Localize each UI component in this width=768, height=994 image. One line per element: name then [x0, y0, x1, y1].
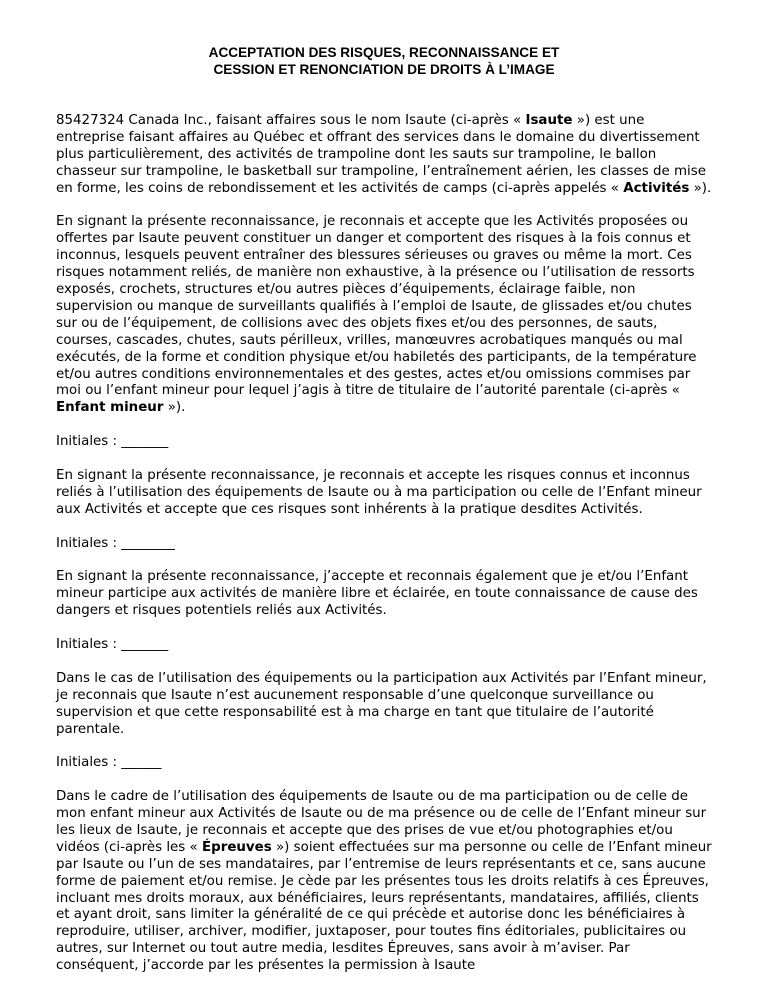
- term-activites: Activités: [623, 180, 690, 196]
- initials-line-2: Initiales : ________: [56, 535, 175, 551]
- term-isaute: Isaute: [525, 113, 573, 128]
- term-enfant-mineur: Enfant mineur: [56, 400, 164, 416]
- document-title: [56, 44, 712, 78]
- initials-line-3: Initiales : _______: [56, 637, 169, 652]
- initials-line-4: Initiales : ______: [56, 755, 162, 771]
- term-epreuves: Épreuves: [201, 839, 272, 855]
- paragraph-company-intro: 85427324 Canada Inc., faisant affaires sous le nom Isaute (ci-après « Isaute ») est une entreprise faisant affaires au Québec et offrant des services dans le domaine du divertissement plus particulièrement, des activités de trampoline dont les sauts sur trampoline, le ballon chasseur sur trampoline, le basketball sur trampoline, l’entraînement aérien, les classes de mise en forme, les coins de rebondissement et les activités de camps (ci-après appelés « Activités »).: [56, 113, 712, 196]
- title-line-1: ACCEPTATION DES RISQUES, RECONNAISSANCE ET: [208, 45, 560, 60]
- paragraph-informed-participation: En signant la présente reconnaissance, j’accepte et reconnais également que je et/ou l’Enfant mineur participe aux activités de manière libre et éclairée, en toute connaissance de cause des dangers et risques potentiels reliés aux Activités.: [56, 569, 698, 619]
- title-line-2: CESSION ET RENONCIATION DE DROITS À L’IMAGE: [213, 62, 555, 77]
- paragraph-supervision: Dans le cas de l’utilisation des équipements ou la participation aux Activités par l’Enfant mineur, je reconnais que Isaute n’est aucunement responsable d’une quelconque surveillance ou supervision et que cette responsabilité est à ma charge en tant que titulaire de l’autorité parentale.: [56, 670, 707, 737]
- paragraph-equipment-risks: En signant la présente reconnaissance, je reconnais et accepte les risques connus et inconnus reliés à l’utilisation des équipements de Isaute ou à ma participation ou celle de l’Enfant mineur aux Activités et accepte que ces risques sont inhérents à la pratique desdites Activités.: [56, 467, 702, 517]
- initials-line-1: Initiales : _______: [56, 434, 169, 450]
- paragraph-risks: En signant la présente reconnaissance, je reconnais et accepte que les Activités proposées ou offertes par Isaute peuvent constituer un danger et comportent des risques à la fois connus et inconnus, lesquels peuvent entraîner des blessures sérieuses ou graves ou même la mort. Ces risques notamment reliés, de manière non exhaustive, à la présence ou l’utilisation de ressorts exposés, crochets, structures et/ou autres pièces d’équipements, éclairage faible, non supervision ou manque de surveillants qualifiés à l’emploi de Isaute, de glissades et/ou chutes sur ou de l’équipement, de collisions avec des objets fixes et/ou des personnes, de sauts, courses, cascades, chutes, sauts périlleux, vrilles, manœuvres acrobatiques manqués ou mal exécutés, de la forme et condition physique et/ou habiletés des participants, de la température et/ou autres conditions environnementales et des gestes, actes et/ou omissions commises par moi ou l’enfant mineur pour lequel j’agis à titre de titulaire de l’autorité parentale (ci-après « Enfant mineur »).: [56, 214, 697, 416]
- paragraph-image-rights: Dans le cadre de l’utilisation des équipements de Isaute ou de ma participation ou de celle de mon enfant mineur aux Activités de Isaute ou de ma présence ou de celle de l’Enfant mineur sur les lieux de Isaute, je reconnais et accepte que des prises de vue et/ou photographies et/ou vidéos (ci-après les « Épreuves ») soient effectuées sur ma personne ou celle de l’Enfant mineur par Isaute ou l’un de ses mandataires, par l’entremise de leurs représentants et ce, sans aucune forme de paiement et/ou remise. Je cède par les présentes tous les droits relatifs à ces Épreuves, incluant mes droits moraux, aux bénéficiaires, leurs représentants, mandataires, affiliés, clients et ayant droit, sans limiter la généralité de ce qui précède et autorise donc les bénéficiaires à reproduire, utiliser, archiver, modifier, juxtaposer, pour toutes fins éditoriales, publicitaires ou autres, sur Internet ou tout autre media, lesdites Épreuves, sans avoir à m’aviser. Par conséquent, j’accorde par les présentes la permission à Isaute: [56, 789, 712, 974]
